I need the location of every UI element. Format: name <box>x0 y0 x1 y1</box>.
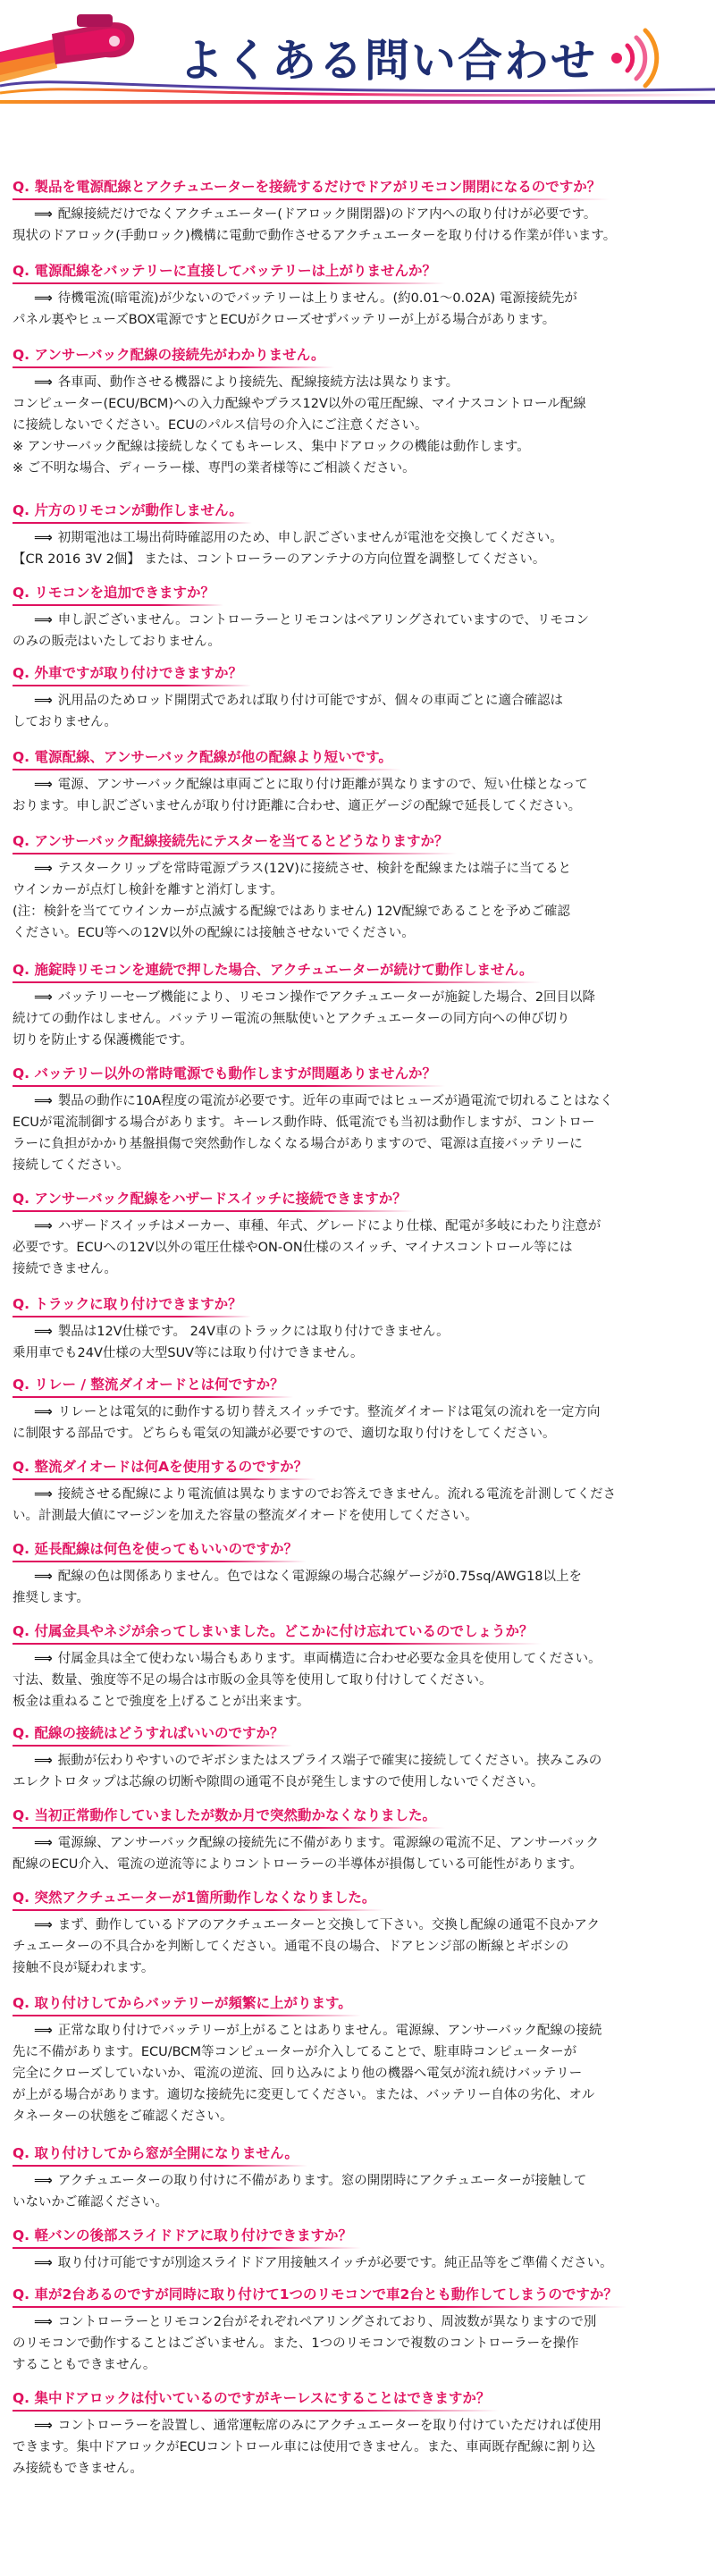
faq-item <box>0 343 715 479</box>
faq-answer: ⟹ 各車両、動作させる機器により接続先、配線接続方法は異なります。 コンピューター(ECU/BCM)への入力配線やプラス12V以外の電圧配線、マイナスコントロール配線 に接続しないでください。ECUのパルス信号の介入にご注意ください。 ※ アンサーバック配線は接続しなくてもキーレス、集中ドアロックの機能は動作します。 ※ ご不明な場合、ディーラー様、専門の業者様等にご相談ください。 <box>13 375 586 476</box>
faq-answer: ⟹ 待機電流(暗電流)が少ないのでバッテリーは上りません。(約0.01～0.02A) 電源接続先が パネル裏やヒューズBOX電源ですとECUがクローズせずバッテリーが上がる場合があります。 <box>13 291 577 327</box>
car-key-icon <box>0 0 161 98</box>
faq-item <box>0 1187 715 1280</box>
arrow-icon: ⟹ <box>34 613 53 627</box>
page-header <box>0 0 715 105</box>
faq-item <box>0 1292 715 1364</box>
arrow-icon: ⟹ <box>34 1652 53 1666</box>
faq-question: Q. 片方のリモコンが動作しません。 <box>13 499 243 524</box>
faq-answer: ⟹ コントローラーを設置し、通常運転席のみにアクチュエーターを取り付けていただければ使用 できます。集中ドアロックがECUコントロール車には使用できません。また、車両既存配線に割り込 み接続もできません。 <box>13 2419 601 2476</box>
header-divider <box>0 100 715 104</box>
faq-question: Q. 製品を電源配線とアクチュエーターを接続するだけでドアがリモコン開閉になるのですか？ <box>13 175 601 200</box>
faq-item <box>0 829 715 944</box>
faq-answer: ⟹ ハザードスイッチはメーカー、車種、年式、グレードにより仕様、配電が多岐にわたり注意が 必要です。ECUへの12V以外の電圧仕様やON-ON仕様のスイッチ、マイナスコントロール等には 接続できません。 <box>13 1219 601 1276</box>
faq-question: Q. アンサーバック配線接続先にテスターを当てるとどうなりますか？ <box>13 829 448 854</box>
faq-answer: ⟹ 配線の色は関係ありません。色ではなく電源線の場合芯線ゲージが0.75sq/AWG18以上を 推奨します。 <box>13 1570 582 1605</box>
arrow-icon: ⟹ <box>34 694 53 708</box>
arrow-icon: ⟹ <box>34 1405 53 1419</box>
faq-item <box>0 2283 715 2376</box>
arrow-icon: ⟹ <box>34 2024 53 2038</box>
arrow-icon: ⟹ <box>34 1219 53 1233</box>
faq-answer: ⟹ 正常な取り付けでバッテリーが上がることはありません。電源線、アンサーバック配線の接続 先に不備があります。ECU/BCM等コンピューターが介入してることで、駐車時コンピューターが 完全にクローズしていないか、電流の逆流、回り込みにより他の機器へ電気が流れ続けバッテリー が上がる場合があります。適切な接続先に変更してください。または、バッテリー自体の劣化、オル タネーターの状態をご確認ください。 <box>13 2024 602 2124</box>
arrow-icon: ⟹ <box>34 1570 53 1584</box>
faq-question: Q. 外車ですが取り付けできますか？ <box>13 661 242 686</box>
faq-question: Q. 取り付けしてからバッテリーが頻繁に上がります。 <box>13 1991 352 2016</box>
faq-question: Q. アンサーバック配線をハザードスイッチに接続できますか？ <box>13 1187 407 1212</box>
faq-answer: ⟹ バッテリーセーブ機能により、リモコン操作でアクチュエーターが施錠した場合、2回目以降 続けての動作はしません。バッテリー電流の無駄使いとアクチュエーターの同方向への伸び切り 切りを防止する保護機能です。 <box>13 990 596 1048</box>
faq-question: Q. 電源配線をバッテリーに直接してバッテリーは上がりませんか？ <box>13 259 436 284</box>
faq-item <box>0 1620 715 1713</box>
faq-question: Q. 突然アクチュエーターが1箇所動作しなくなりました。 <box>13 1886 375 1911</box>
faq-question: Q. 整流ダイオードは何Aを使用するのですか？ <box>13 1455 307 1480</box>
faq-answer: ⟹ 電源、アンサーバック配線は車両ごとに取り付け距離が異なりますので、短い仕様となって おります。申し訳ございませんが取り付け距離に合わせ、適正ゲージの配線で延長してください。 <box>13 778 588 813</box>
faq-question: Q. アンサーバック配線の接続先がわかりません。 <box>13 343 325 368</box>
faq-question: Q. 集中ドアロックは付いているのですがキーレスにすることはできますか？ <box>13 2387 490 2412</box>
faq-answer: ⟹ テスタークリップを常時電源プラス(12V)に接続させ、検針を配線または端子に当てると ウインカーが点灯し検針を離すと消灯します。 (注：検針を当ててウインカーが点滅する配線ではありません) 12V配線であることを予めご確認 ください。ECU等への12V以外の配線には接触させないでください。 <box>13 862 571 940</box>
arrow-icon: ⟹ <box>34 375 53 390</box>
faq-item <box>0 1991 715 2127</box>
faq-item <box>0 2224 715 2274</box>
faq-answer: ⟹ 接続させる配線により電流値は異なりますのでお答えできません。流れる電流を計測してくださ い。計測最大値にマージンを加えた容量の整流ダイオードを使用してください。 <box>13 1487 617 1523</box>
arrow-icon: ⟹ <box>34 1918 53 1932</box>
arrow-icon: ⟹ <box>34 778 53 792</box>
faq-item <box>0 581 715 652</box>
faq-question: Q. リレー / 整流ダイオードとは何ですか？ <box>13 1373 284 1398</box>
faq-answer: ⟹ 初期電池は工場出荷時確認用のため、申し訳ございませんが電池を交換してください。 【CR 2016 3V 2個】 または、コントローラーのアンテナの方向位置を調整してください。 <box>13 531 563 567</box>
arrow-icon: ⟹ <box>34 291 53 306</box>
arrow-icon: ⟹ <box>34 2315 53 2329</box>
arrow-icon: ⟹ <box>34 1836 53 1850</box>
faq-item <box>0 2142 715 2213</box>
faq-answer: ⟹ リレーとは電気的に動作する切り替えスイッチです。整流ダイオードは電気の流れを一定方向 に制限する部品です。どちらも電気の知識が必要ですので、適切な取り付けをしてください。 <box>13 1405 601 1441</box>
faq-answer: ⟹ 汎用品のためロッド開閉式であれば取り付け可能ですが、個々の車両ごとに適合確認は しておりません。 <box>13 694 564 729</box>
faq-question: Q. トラックに取り付けできますか？ <box>13 1292 242 1317</box>
faq-item <box>0 1804 715 1875</box>
arrow-icon: ⟹ <box>34 1325 53 1339</box>
faq-item <box>0 958 715 1051</box>
faq-question: Q. 延長配線は何色を使ってもいいのですか？ <box>13 1537 298 1562</box>
faq-question: Q. 電源配線、アンサーバック配線が他の配線より短いです。 <box>13 745 392 770</box>
arrow-icon: ⟹ <box>34 2419 53 2433</box>
arrow-icon: ⟹ <box>34 990 53 1005</box>
faq-answer: ⟹ 取り付け可能ですが別途スライドドア用接触スイッチが必要です。純正品等をご準備ください。 <box>13 2252 694 2274</box>
faq-answer: ⟹ 申し訳ございません。コントローラーとリモコンはペアリングされていますので、リモコン のみの販売はいたしておりません。 <box>13 613 590 649</box>
faq-item <box>0 1722 715 1793</box>
faq-question: Q. リモコンを追加できますか？ <box>13 581 214 606</box>
faq-item <box>0 661 715 733</box>
faq-question: Q. 配線の接続はどうすればいいのですか？ <box>13 1722 283 1747</box>
faq-item <box>0 1886 715 1979</box>
faq-question: Q. バッテリー以外の常時電源でも動作しますが問題ありませんか？ <box>13 1062 436 1087</box>
arrow-icon: ⟹ <box>34 207 53 222</box>
faq-answer: ⟹ 製品は12V仕様です。 24V車のトラックには取り付けできません。 乗用車でも24V仕様の大型SUV等には取り付けできません。 <box>13 1325 450 1360</box>
faq-question: Q. 取り付けしてから窓が全開になりません。 <box>13 2142 299 2167</box>
faq-question: Q. 車が2台あるのですが同時に取り付けて1つのリモコンで車2台とも動作してしまうのですか？ <box>13 2283 618 2308</box>
faq-answer: ⟹ 配線接続だけでなくアクチュエーター(ドアロック開閉器)のドア内への取り付けが必要です。 現状のドアロック(手動ロック)機構に電動で動作させるアクチュエーターを取り付ける作業が伴います。 <box>13 207 617 243</box>
faq-item <box>0 1537 715 1609</box>
faq-answer: ⟹ 製品の動作に10A程度の電流が必要です。近年の車両ではヒューズが過電流で切れることはなく ECUが電流制御する場合があります。キーレス動作時、低電流でも当初は動作しますが、コントロー ラーに負担がかかり基盤損傷で突然動作しなくなる場合がありますので、電源は直接バッテリーに 接続してください。 <box>13 1094 613 1173</box>
arrow-icon: ⟹ <box>34 2174 53 2188</box>
arrow-icon: ⟹ <box>34 531 53 545</box>
faq-item <box>0 1373 715 1444</box>
faq-answer: ⟹ コントローラーとリモコン2台がそれぞれペアリングされており、周波数が異なりますので別 のリモコンで動作することはございません。また、1つのリモコンで複数のコントローラーを操作 することもできません。 <box>13 2315 597 2372</box>
faq-answer: ⟹ まず、動作しているドアのアクチュエーターと交換して下さい。交換し配線の通電不良かアク チュエーターの不具合かを判断してください。通電不良の場合、ドアヒンジ部の断線とギボシの 接触不良が疑われます。 <box>13 1918 600 1975</box>
faq-item <box>0 1455 715 1527</box>
faq-answer: ⟹ アクチュエーターの取り付けに不備があります。窓の開閉時にアクチュエーターが接触して いないかご確認ください。 <box>13 2174 587 2210</box>
page-title: よくある問い合わせ <box>179 35 597 87</box>
arrow-icon: ⟹ <box>34 862 53 876</box>
faq-item <box>0 745 715 817</box>
faq-question: Q. 付属金具やネジが余ってしまいました。どこかに付け忘れているのでしょうか？ <box>13 1620 533 1645</box>
faq-answer: ⟹ 付属金具は全て使わない場合もあります。車両構造に合わせ必要な金具を使用してください。 寸法、数量、強度等不足の場合は市販の金具等を使用して取り付けしてください。 板金は重ねることで強度を上げることが出来ます。 <box>13 1652 601 1709</box>
faq-item <box>0 175 715 247</box>
faq-item <box>0 2387 715 2479</box>
faq-question: Q. 当初正常動作していましたが数か月で突然動かなくなりました。 <box>13 1804 436 1829</box>
arrow-icon: ⟹ <box>34 1487 53 1502</box>
arrow-icon: ⟹ <box>34 2256 53 2270</box>
signal-icon <box>604 27 667 89</box>
faq-question: Q. 軽バンの後部スライドドアに取り付けできますか？ <box>13 2224 352 2249</box>
arrow-icon: ⟹ <box>34 1094 53 1108</box>
arrow-icon: ⟹ <box>34 1754 53 1768</box>
faq-question: Q. 施錠時リモコンを連続で押した場合、アクチュエーターが続けて動作しません。 <box>13 958 533 983</box>
faq-answer: ⟹ 電源線、アンサーバック配線の接続先に不備があります。電源線の電流不足、アンサーバック 配線のECU介入、電流の逆流等によりコントローラーの半導体が損傷している可能性があります。 <box>13 1836 600 1872</box>
faq-item <box>0 259 715 331</box>
faq-item <box>0 499 715 570</box>
faq-answer: ⟹ 振動が伝わりやすいのでギボシまたはスプライス端子で確実に接続してください。挟みこみの エレクトロタップは芯線の切断や隙間の通電不良が発生しますので使用しないでください。 <box>13 1754 602 1789</box>
faq-item <box>0 1062 715 1176</box>
